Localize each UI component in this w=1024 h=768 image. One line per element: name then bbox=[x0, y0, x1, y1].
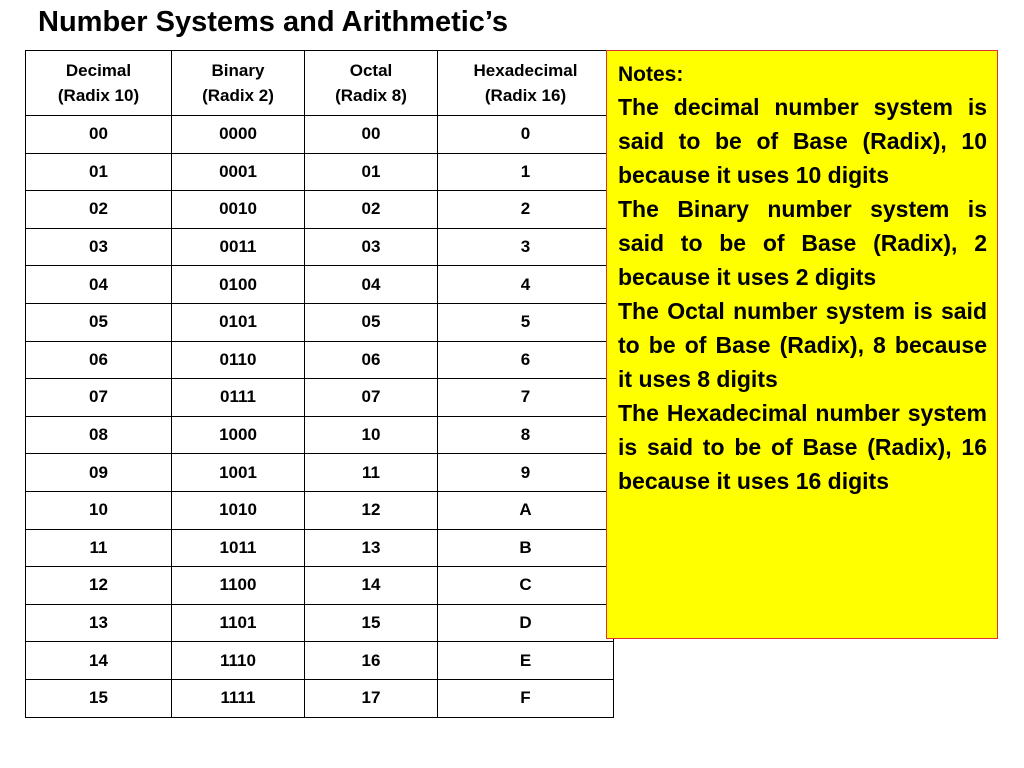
header-decimal bbox=[26, 51, 172, 116]
table-row bbox=[26, 491, 614, 529]
cell-octal: 14 bbox=[305, 567, 438, 605]
table-row bbox=[26, 266, 614, 304]
table-header-row bbox=[26, 51, 614, 116]
note-hexadecimal: The Hexadecimal number system is said to be of Base (Radix), 16 because it uses 16 digits bbox=[618, 400, 987, 494]
table-row bbox=[26, 416, 614, 454]
cell-octal: 10 bbox=[305, 416, 438, 454]
notes-heading: Notes: bbox=[618, 63, 684, 86]
cell-decimal: 02 bbox=[26, 191, 172, 229]
note-octal: The Octal number system is said to be of Base (Radix), 8 because it uses 8 digits bbox=[618, 298, 987, 392]
notes-box bbox=[606, 50, 998, 639]
cell-octal: 17 bbox=[305, 679, 438, 717]
cell-hexadecimal: 0 bbox=[438, 116, 614, 154]
cell-octal: 01 bbox=[305, 153, 438, 191]
cell-decimal: 05 bbox=[26, 303, 172, 341]
cell-binary: 0111 bbox=[172, 379, 305, 417]
table-row bbox=[26, 341, 614, 379]
cell-octal: 07 bbox=[305, 379, 438, 417]
header-binary-name: Binary bbox=[211, 61, 265, 80]
cell-binary: 1111 bbox=[172, 679, 305, 717]
slide-title: Number Systems and Arithmetic’s bbox=[38, 6, 509, 38]
cell-binary: 0010 bbox=[172, 191, 305, 229]
cell-binary: 0011 bbox=[172, 228, 305, 266]
cell-octal: 02 bbox=[305, 191, 438, 229]
table-row bbox=[26, 153, 614, 191]
cell-binary: 0100 bbox=[172, 266, 305, 304]
cell-binary: 1010 bbox=[172, 491, 305, 529]
table-row bbox=[26, 116, 614, 154]
cell-hexadecimal: E bbox=[438, 642, 614, 680]
cell-octal: 13 bbox=[305, 529, 438, 567]
cell-decimal: 08 bbox=[26, 416, 172, 454]
cell-hexadecimal: F bbox=[438, 679, 614, 717]
cell-hexadecimal: 4 bbox=[438, 266, 614, 304]
cell-hexadecimal: 3 bbox=[438, 228, 614, 266]
cell-hexadecimal: 1 bbox=[438, 153, 614, 191]
cell-hexadecimal: 8 bbox=[438, 416, 614, 454]
cell-binary: 0101 bbox=[172, 303, 305, 341]
cell-decimal: 13 bbox=[26, 604, 172, 642]
cell-decimal: 06 bbox=[26, 341, 172, 379]
cell-octal: 11 bbox=[305, 454, 438, 492]
table-row bbox=[26, 454, 614, 492]
cell-binary: 0000 bbox=[172, 116, 305, 154]
cell-decimal: 00 bbox=[26, 116, 172, 154]
cell-hexadecimal: 7 bbox=[438, 379, 614, 417]
cell-octal: 16 bbox=[305, 642, 438, 680]
header-octal-name: Octal bbox=[349, 61, 393, 80]
header-decimal-name: Decimal bbox=[65, 61, 132, 80]
cell-binary: 1000 bbox=[172, 416, 305, 454]
table-row bbox=[26, 529, 614, 567]
cell-decimal: 01 bbox=[26, 153, 172, 191]
header-octal-radix: (Radix 8) bbox=[335, 86, 407, 105]
cell-hexadecimal: B bbox=[438, 529, 614, 567]
cell-octal: 12 bbox=[305, 491, 438, 529]
table-row bbox=[26, 303, 614, 341]
cell-binary: 0110 bbox=[172, 341, 305, 379]
cell-binary: 1101 bbox=[172, 604, 305, 642]
header-octal bbox=[305, 51, 438, 116]
table-row bbox=[26, 228, 614, 266]
table-row bbox=[26, 642, 614, 680]
cell-octal: 03 bbox=[305, 228, 438, 266]
cell-hexadecimal: D bbox=[438, 604, 614, 642]
cell-decimal: 07 bbox=[26, 379, 172, 417]
header-hexadecimal bbox=[438, 51, 614, 116]
note-decimal: The decimal number system is said to be of Base (Radix), 10 because it uses 10 digits bbox=[618, 94, 987, 188]
cell-decimal: 09 bbox=[26, 454, 172, 492]
cell-decimal: 12 bbox=[26, 567, 172, 605]
cell-binary: 1100 bbox=[172, 567, 305, 605]
cell-octal: 06 bbox=[305, 341, 438, 379]
cell-octal: 04 bbox=[305, 266, 438, 304]
table-row bbox=[26, 379, 614, 417]
cell-octal: 05 bbox=[305, 303, 438, 341]
cell-decimal: 10 bbox=[26, 491, 172, 529]
note-binary: The Binary number system is said to be of Base (Radix), 2 because it uses 2 digits bbox=[618, 196, 987, 290]
cell-decimal: 11 bbox=[26, 529, 172, 567]
cell-decimal: 04 bbox=[26, 266, 172, 304]
table-row bbox=[26, 604, 614, 642]
table-row bbox=[26, 679, 614, 717]
table-body bbox=[26, 116, 614, 718]
cell-hexadecimal: 9 bbox=[438, 454, 614, 492]
header-decimal-radix: (Radix 10) bbox=[57, 86, 140, 105]
cell-hexadecimal: 5 bbox=[438, 303, 614, 341]
table-row bbox=[26, 567, 614, 605]
header-binary-radix: (Radix 2) bbox=[202, 86, 274, 105]
header-hexadecimal-name: Hexadecimal bbox=[473, 61, 578, 80]
cell-binary: 1011 bbox=[172, 529, 305, 567]
table-row bbox=[26, 191, 614, 229]
cell-binary: 1001 bbox=[172, 454, 305, 492]
cell-decimal: 03 bbox=[26, 228, 172, 266]
cell-decimal: 14 bbox=[26, 642, 172, 680]
cell-hexadecimal: A bbox=[438, 491, 614, 529]
cell-hexadecimal: C bbox=[438, 567, 614, 605]
number-systems-table bbox=[25, 50, 614, 718]
cell-binary: 1110 bbox=[172, 642, 305, 680]
cell-octal: 00 bbox=[305, 116, 438, 154]
cell-hexadecimal: 6 bbox=[438, 341, 614, 379]
header-binary bbox=[172, 51, 305, 116]
cell-hexadecimal: 2 bbox=[438, 191, 614, 229]
cell-decimal: 15 bbox=[26, 679, 172, 717]
cell-octal: 15 bbox=[305, 604, 438, 642]
cell-binary: 0001 bbox=[172, 153, 305, 191]
header-hexadecimal-radix: (Radix 16) bbox=[484, 86, 567, 105]
